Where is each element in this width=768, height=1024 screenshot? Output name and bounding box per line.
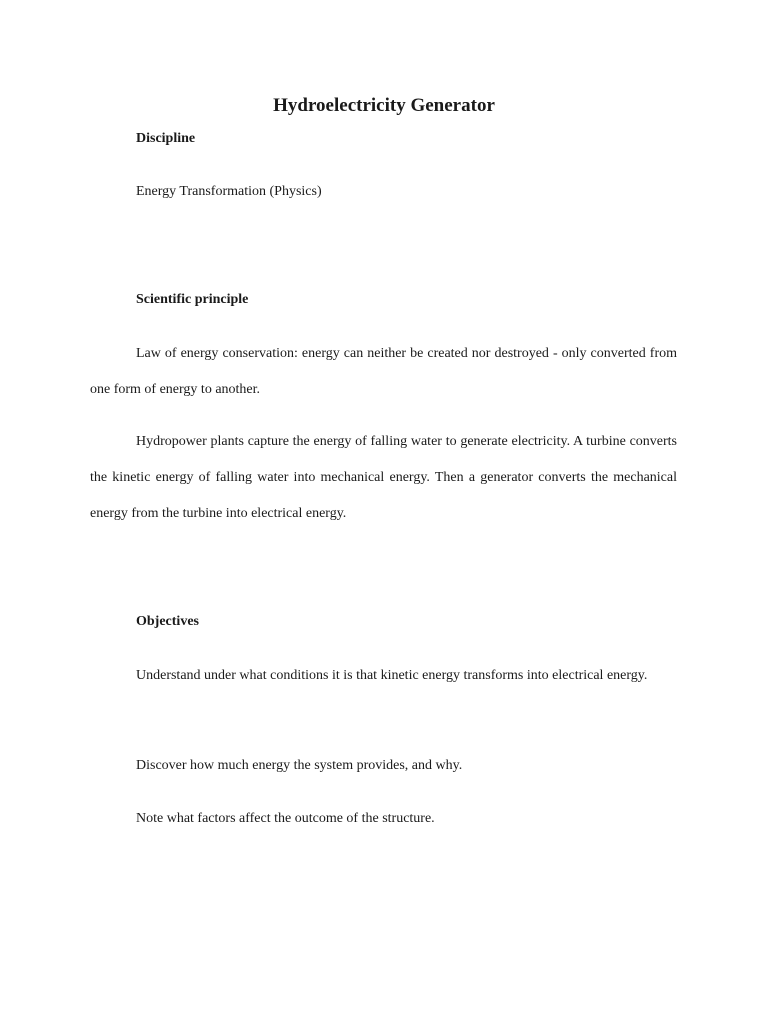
document-title: Hydroelectricity Generator xyxy=(273,95,495,116)
objective-item-1: Understand under what conditions it is that kinetic energy transforms into electrical energy. xyxy=(136,668,648,683)
scientific-principle-heading: Scientific principle xyxy=(136,292,249,307)
discipline-heading: Discipline xyxy=(136,131,196,146)
discipline-text: Energy Transformation (Physics) xyxy=(136,184,322,199)
objective-item-2: Discover how much energy the system provides, and why. xyxy=(136,758,463,773)
objective-item-3: Note what factors affect the outcome of the structure. xyxy=(136,811,435,826)
principle-paragraph-2: Hydropower plants capture the energy of falling water to generate electricity. A turbine converts the kinetic energy of falling water into mechanical energy. Then a generator converts the mechanical energy from the turbine into electrical energy. xyxy=(90,434,677,521)
objectives-heading: Objectives xyxy=(136,614,199,629)
principle-paragraph-1: Law of energy conservation: energy can neither be created nor destroyed - only converted from one form of energy to another. xyxy=(90,346,677,397)
